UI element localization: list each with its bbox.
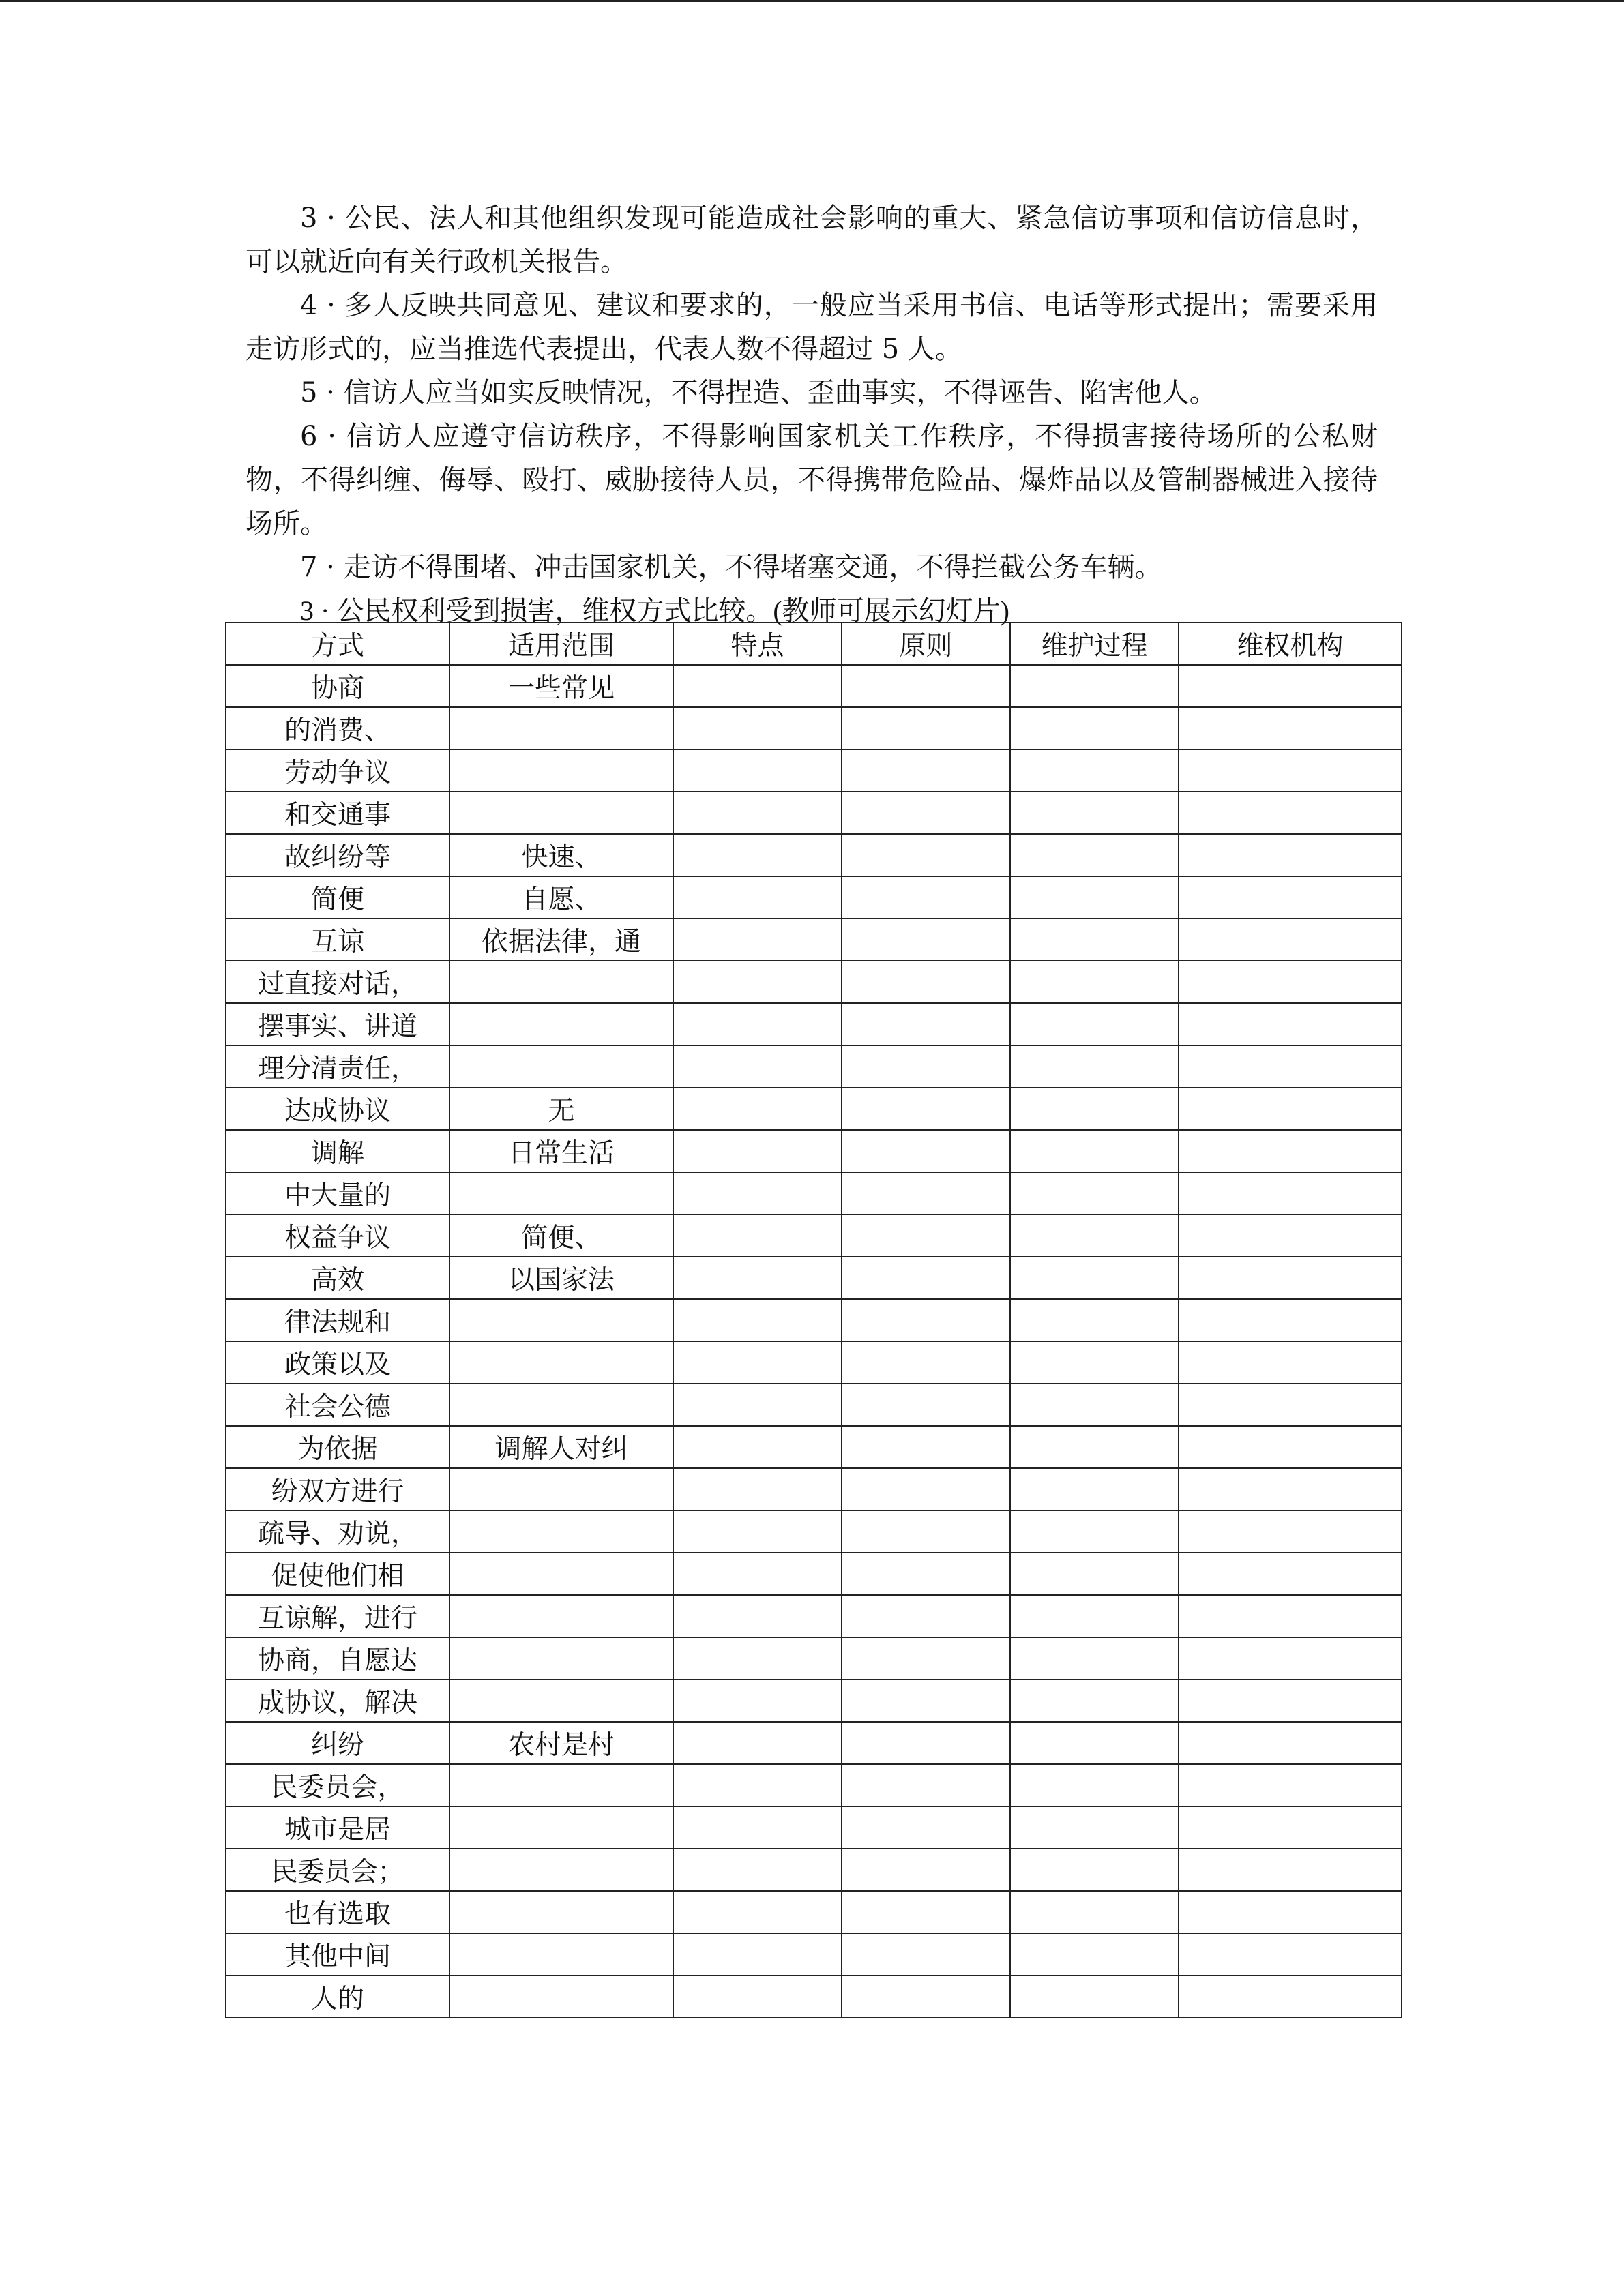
table-row xyxy=(226,1976,1402,2018)
features-cell xyxy=(673,876,842,919)
table-row xyxy=(226,749,1402,792)
table-row xyxy=(226,1130,1402,1172)
paragraph-4: 4 · 多人反映共同意见、建议和要求的，一般应当采用书信、电话等形式提出；需要采用走访形式的，应当推选代表提出，代表人数不得超过 5 人。 xyxy=(246,290,1378,365)
scope-cell xyxy=(449,961,673,1003)
process-cell xyxy=(1010,876,1179,919)
process-cell xyxy=(1010,1764,1179,1806)
header-principles: 原则 xyxy=(842,623,1010,665)
method-cell: 过直接对话， xyxy=(226,961,449,1003)
scope-cell xyxy=(449,1806,673,1849)
process-cell xyxy=(1010,1426,1179,1468)
institution-cell xyxy=(1179,1764,1402,1806)
scope-cell xyxy=(449,1595,673,1637)
process-cell xyxy=(1010,1172,1179,1214)
process-cell xyxy=(1010,707,1179,749)
process-cell xyxy=(1010,1976,1179,2018)
process-cell xyxy=(1010,1891,1179,1933)
features-cell xyxy=(673,1045,842,1088)
process-cell xyxy=(1010,1595,1179,1637)
principles-cell xyxy=(842,834,1010,876)
features-cell xyxy=(673,1130,842,1172)
institution-cell xyxy=(1179,749,1402,792)
principles-cell xyxy=(842,876,1010,919)
features-cell xyxy=(673,1426,842,1468)
scope-cell: 以国家法 xyxy=(449,1257,673,1299)
table-row xyxy=(226,1553,1402,1595)
principles-cell xyxy=(842,1130,1010,1172)
process-cell xyxy=(1010,1806,1179,1849)
institution-cell xyxy=(1179,1806,1402,1849)
institution-cell xyxy=(1179,1933,1402,1976)
header-scope: 适用范围 xyxy=(449,623,673,665)
table-row xyxy=(226,1172,1402,1214)
method-cell: 纷双方进行 xyxy=(226,1468,449,1510)
scope-cell xyxy=(449,1891,673,1933)
principles-cell xyxy=(842,665,1010,707)
institution-cell xyxy=(1179,1849,1402,1891)
scope-cell: 调解人对纠 xyxy=(449,1426,673,1468)
scope-cell xyxy=(449,1976,673,2018)
features-cell xyxy=(673,1933,842,1976)
principles-cell xyxy=(842,1553,1010,1595)
table-row xyxy=(226,1891,1402,1933)
scope-cell xyxy=(449,749,673,792)
header-process: 维护过程 xyxy=(1010,623,1179,665)
process-cell xyxy=(1010,1214,1179,1257)
scope-cell xyxy=(449,1764,673,1806)
principles-cell xyxy=(842,1806,1010,1849)
method-cell: 中大量的 xyxy=(226,1172,449,1214)
table-row xyxy=(226,1341,1402,1384)
header-features: 特点 xyxy=(673,623,842,665)
features-cell xyxy=(673,961,842,1003)
principles-cell xyxy=(842,1426,1010,1468)
table-row xyxy=(226,1468,1402,1510)
scope-cell xyxy=(449,707,673,749)
scope-cell xyxy=(449,1553,673,1595)
paragraph-3: 3 · 公民、法人和其他组织发现可能造成社会影响的重大、紧急信访事项和信访信息时，可以就近向有关行政机关报告。 xyxy=(246,203,1378,278)
table-row xyxy=(226,876,1402,919)
method-cell: 的消费、 xyxy=(226,707,449,749)
table-row xyxy=(226,1088,1402,1130)
features-cell xyxy=(673,919,842,961)
institution-cell xyxy=(1179,1172,1402,1214)
principles-cell xyxy=(842,1680,1010,1722)
scope-cell xyxy=(449,1849,673,1891)
features-cell xyxy=(673,1172,842,1214)
scope-cell xyxy=(449,1172,673,1214)
method-cell: 高效 xyxy=(226,1257,449,1299)
table-row xyxy=(226,834,1402,876)
principles-cell xyxy=(842,1172,1010,1214)
table-caption: 3 · 公民权利受到损害，维权方式比较。(教师可展示幻灯片) xyxy=(300,595,1009,626)
features-cell xyxy=(673,1468,842,1510)
features-cell xyxy=(673,1722,842,1764)
features-cell xyxy=(673,1214,842,1257)
features-cell xyxy=(673,1384,842,1426)
method-cell: 简便 xyxy=(226,876,449,919)
institution-cell xyxy=(1179,1637,1402,1680)
process-cell xyxy=(1010,1722,1179,1764)
rules-text-block xyxy=(246,196,1378,633)
process-cell xyxy=(1010,1680,1179,1722)
institution-cell xyxy=(1179,919,1402,961)
features-cell xyxy=(673,834,842,876)
scope-cell xyxy=(449,1468,673,1510)
table-row xyxy=(226,1003,1402,1045)
table-row xyxy=(226,1806,1402,1849)
principles-cell xyxy=(842,1341,1010,1384)
features-cell xyxy=(673,1849,842,1891)
scope-cell xyxy=(449,1003,673,1045)
process-cell xyxy=(1010,1299,1179,1341)
principles-cell xyxy=(842,1214,1010,1257)
table-header-row xyxy=(226,623,1402,665)
table-row xyxy=(226,1214,1402,1257)
table-row xyxy=(226,707,1402,749)
table-body xyxy=(226,665,1402,2018)
method-cell: 人的 xyxy=(226,1976,449,2018)
institution-cell xyxy=(1179,1891,1402,1933)
process-cell xyxy=(1010,1045,1179,1088)
principles-cell xyxy=(842,1045,1010,1088)
scope-cell xyxy=(449,1510,673,1553)
principles-cell xyxy=(842,1510,1010,1553)
process-cell xyxy=(1010,1510,1179,1553)
method-cell: 劳动争议 xyxy=(226,749,449,792)
method-cell: 民委员会， xyxy=(226,1764,449,1806)
features-cell xyxy=(673,792,842,834)
principles-cell xyxy=(842,1849,1010,1891)
table-row xyxy=(226,1595,1402,1637)
scope-cell xyxy=(449,1933,673,1976)
paragraph-6: 6 · 信访人应遵守信访秩序，不得影响国家机关工作秩序，不得损害接待场所的公私财物，不得纠缠、侮辱、殴打、威胁接待人员，不得携带危险品、爆炸品以及管制器械进入接待场所。 xyxy=(246,421,1378,539)
paragraph-7: 7 · 走访不得围堵、冲击国家机关，不得堵塞交通，不得拦截公务车辆。 xyxy=(300,552,1162,583)
scope-cell xyxy=(449,1045,673,1088)
method-cell: 其他中间 xyxy=(226,1933,449,1976)
process-cell xyxy=(1010,1553,1179,1595)
features-cell xyxy=(673,1341,842,1384)
method-cell: 协商，自愿达 xyxy=(226,1637,449,1680)
rights-comparison-table xyxy=(225,622,1402,2018)
scope-cell: 无 xyxy=(449,1088,673,1130)
paragraph-5: 5 · 信访人应当如实反映情况，不得捏造、歪曲事实，不得诬告、陷害他人。 xyxy=(300,377,1217,408)
scope-cell xyxy=(449,1299,673,1341)
table-row xyxy=(226,1764,1402,1806)
table-row xyxy=(226,1257,1402,1299)
method-cell: 成协议，解决 xyxy=(226,1680,449,1722)
institution-cell xyxy=(1179,1045,1402,1088)
features-cell xyxy=(673,1891,842,1933)
header-institution: 维权机构 xyxy=(1179,623,1402,665)
institution-cell xyxy=(1179,1976,1402,2018)
scope-cell: 依据法律，通 xyxy=(449,919,673,961)
institution-cell xyxy=(1179,707,1402,749)
table-row xyxy=(226,1426,1402,1468)
institution-cell xyxy=(1179,792,1402,834)
method-cell: 民委员会； xyxy=(226,1849,449,1891)
features-cell xyxy=(673,1299,842,1341)
institution-cell xyxy=(1179,1130,1402,1172)
method-cell: 互谅解，进行 xyxy=(226,1595,449,1637)
institution-cell xyxy=(1179,961,1402,1003)
process-cell xyxy=(1010,1384,1179,1426)
principles-cell xyxy=(842,1003,1010,1045)
principles-cell xyxy=(842,1468,1010,1510)
features-cell xyxy=(673,1257,842,1299)
features-cell xyxy=(673,749,842,792)
features-cell xyxy=(673,665,842,707)
scope-cell: 简便、 xyxy=(449,1214,673,1257)
table-row xyxy=(226,1384,1402,1426)
institution-cell xyxy=(1179,834,1402,876)
method-cell: 摆事实、讲道 xyxy=(226,1003,449,1045)
scope-cell xyxy=(449,792,673,834)
institution-cell xyxy=(1179,1553,1402,1595)
principles-cell xyxy=(842,919,1010,961)
method-cell: 促使他们相 xyxy=(226,1553,449,1595)
process-cell xyxy=(1010,792,1179,834)
header-method: 方式 xyxy=(226,623,449,665)
method-cell: 也有选取 xyxy=(226,1891,449,1933)
institution-cell xyxy=(1179,1341,1402,1384)
process-cell xyxy=(1010,749,1179,792)
table-row xyxy=(226,1045,1402,1088)
institution-cell xyxy=(1179,1299,1402,1341)
institution-cell xyxy=(1179,1384,1402,1426)
scope-cell xyxy=(449,1341,673,1384)
features-cell xyxy=(673,1003,842,1045)
features-cell xyxy=(673,707,842,749)
process-cell xyxy=(1010,1088,1179,1130)
method-cell: 纠纷 xyxy=(226,1722,449,1764)
features-cell xyxy=(673,1088,842,1130)
principles-cell xyxy=(842,1891,1010,1933)
table-row xyxy=(226,1637,1402,1680)
process-cell xyxy=(1010,1341,1179,1384)
features-cell xyxy=(673,1680,842,1722)
institution-cell xyxy=(1179,1003,1402,1045)
features-cell xyxy=(673,1764,842,1806)
process-cell xyxy=(1010,919,1179,961)
principles-cell xyxy=(842,1299,1010,1341)
method-cell: 故纠纷等 xyxy=(226,834,449,876)
method-cell: 疏导、劝说， xyxy=(226,1510,449,1553)
features-cell xyxy=(673,1806,842,1849)
institution-cell xyxy=(1179,1214,1402,1257)
method-cell: 达成协议 xyxy=(226,1088,449,1130)
method-cell: 理分清责任， xyxy=(226,1045,449,1088)
scope-cell xyxy=(449,1384,673,1426)
principles-cell xyxy=(842,961,1010,1003)
table-row xyxy=(226,1680,1402,1722)
principles-cell xyxy=(842,1637,1010,1680)
process-cell xyxy=(1010,834,1179,876)
principles-cell xyxy=(842,1088,1010,1130)
process-cell xyxy=(1010,1637,1179,1680)
institution-cell xyxy=(1179,1088,1402,1130)
table-row xyxy=(226,1849,1402,1891)
table-row xyxy=(226,1722,1402,1764)
institution-cell xyxy=(1179,1722,1402,1764)
process-cell xyxy=(1010,665,1179,707)
institution-cell xyxy=(1179,1680,1402,1722)
method-cell: 社会公德 xyxy=(226,1384,449,1426)
method-cell: 为依据 xyxy=(226,1426,449,1468)
features-cell xyxy=(673,1510,842,1553)
features-cell xyxy=(673,1976,842,2018)
process-cell xyxy=(1010,1933,1179,1976)
scope-cell: 一些常见 xyxy=(449,665,673,707)
method-cell: 政策以及 xyxy=(226,1341,449,1384)
method-cell: 和交通事 xyxy=(226,792,449,834)
institution-cell xyxy=(1179,665,1402,707)
process-cell xyxy=(1010,1468,1179,1510)
principles-cell xyxy=(842,1933,1010,1976)
scope-cell: 自愿、 xyxy=(449,876,673,919)
institution-cell xyxy=(1179,1510,1402,1553)
institution-cell xyxy=(1179,1468,1402,1510)
features-cell xyxy=(673,1595,842,1637)
institution-cell xyxy=(1179,1595,1402,1637)
features-cell xyxy=(673,1637,842,1680)
institution-cell xyxy=(1179,876,1402,919)
method-cell: 城市是居 xyxy=(226,1806,449,1849)
table-row xyxy=(226,961,1402,1003)
method-cell: 权益争议 xyxy=(226,1214,449,1257)
table-row xyxy=(226,792,1402,834)
method-cell: 调解 xyxy=(226,1130,449,1172)
scope-cell: 农村是村 xyxy=(449,1722,673,1764)
process-cell xyxy=(1010,1130,1179,1172)
principles-cell xyxy=(842,1976,1010,2018)
principles-cell xyxy=(842,1384,1010,1426)
process-cell xyxy=(1010,1257,1179,1299)
principles-cell xyxy=(842,792,1010,834)
institution-cell xyxy=(1179,1426,1402,1468)
scope-cell xyxy=(449,1637,673,1680)
process-cell xyxy=(1010,961,1179,1003)
principles-cell xyxy=(842,1257,1010,1299)
principles-cell xyxy=(842,1595,1010,1637)
institution-cell xyxy=(1179,1257,1402,1299)
table-row xyxy=(226,1299,1402,1341)
method-cell: 协商 xyxy=(226,665,449,707)
method-cell: 律法规和 xyxy=(226,1299,449,1341)
principles-cell xyxy=(842,1722,1010,1764)
top-border-line xyxy=(0,0,1624,2)
method-cell: 互谅 xyxy=(226,919,449,961)
principles-cell xyxy=(842,1764,1010,1806)
process-cell xyxy=(1010,1849,1179,1891)
scope-cell xyxy=(449,1680,673,1722)
features-cell xyxy=(673,1553,842,1595)
principles-cell xyxy=(842,749,1010,792)
table-row xyxy=(226,919,1402,961)
scope-cell: 快速、 xyxy=(449,834,673,876)
process-cell xyxy=(1010,1003,1179,1045)
table-row xyxy=(226,1933,1402,1976)
table-row xyxy=(226,665,1402,707)
principles-cell xyxy=(842,707,1010,749)
scope-cell: 日常生活 xyxy=(449,1130,673,1172)
table-row xyxy=(226,1510,1402,1553)
